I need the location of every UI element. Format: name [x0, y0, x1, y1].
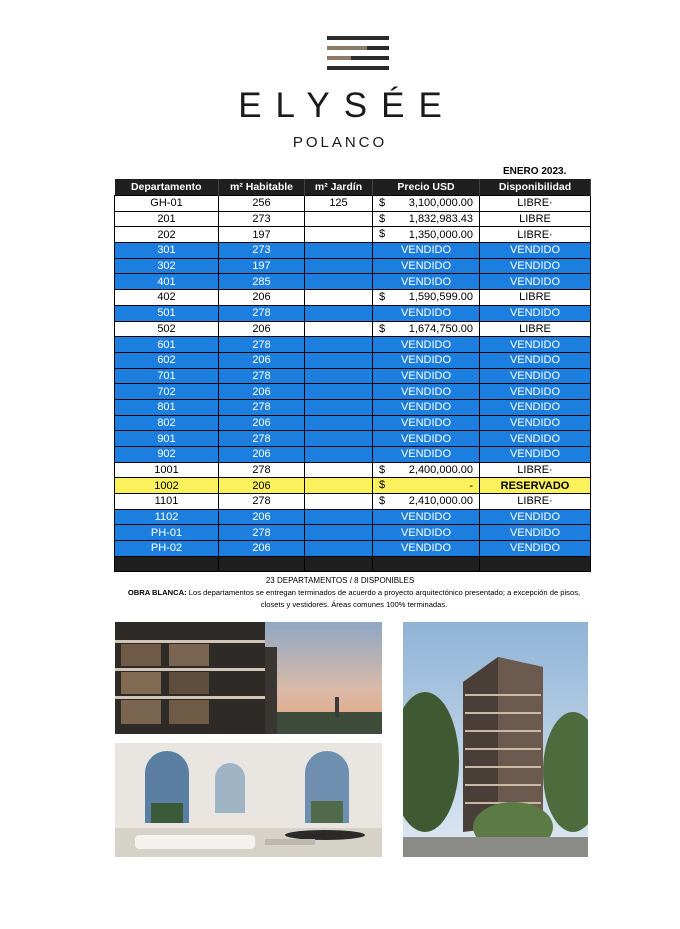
- table-row: [115, 494, 591, 510]
- unit-cell: 1001: [115, 462, 219, 478]
- status-cell: LIBRE·: [480, 227, 591, 243]
- table-footer-row: [115, 556, 591, 571]
- note-label: OBRA BLANCA:: [127, 588, 187, 597]
- garden-cell: [305, 352, 373, 368]
- status-cell: LIBRE: [480, 211, 591, 227]
- garden-cell: [305, 431, 373, 447]
- price-cell: [373, 541, 480, 557]
- price-cell: [373, 243, 480, 259]
- m2-cell: 278: [219, 431, 305, 447]
- price-value: VENDIDO: [400, 244, 452, 257]
- price-cell: [373, 211, 480, 227]
- price-value: 1,832,983.43: [408, 213, 473, 226]
- price-cell: [373, 415, 480, 431]
- header-m2-jardin: m² Jardín: [305, 179, 373, 196]
- m2-cell: 278: [219, 399, 305, 415]
- garden-cell: [305, 541, 373, 557]
- table-row: [115, 399, 591, 415]
- price-cell: [373, 509, 480, 525]
- rendering-tower-image: [403, 622, 588, 857]
- table-body: [115, 196, 591, 572]
- price-value: VENDIDO: [400, 385, 452, 398]
- status-cell: LIBRE·: [480, 494, 591, 510]
- unit-cell: 1002: [115, 478, 219, 494]
- garden-cell: [305, 321, 373, 337]
- price-cell: [373, 290, 480, 306]
- table-row: [115, 431, 591, 447]
- price-cell: [373, 274, 480, 290]
- garden-cell: [305, 290, 373, 306]
- currency-symbol: $: [379, 495, 386, 508]
- status-cell: VENDIDO: [480, 509, 591, 525]
- status-cell: LIBRE: [480, 290, 591, 306]
- garden-cell: [305, 415, 373, 431]
- footer-cell: [480, 556, 591, 571]
- currency-symbol: $: [379, 212, 386, 225]
- status-cell: VENDIDO: [480, 541, 591, 557]
- unit-cell: 802: [115, 415, 219, 431]
- price-value: VENDIDO: [400, 511, 452, 524]
- m2-cell: 206: [219, 447, 305, 463]
- status-cell: RESERVADO: [480, 478, 591, 494]
- m2-cell: 278: [219, 305, 305, 321]
- table-row: [115, 243, 591, 259]
- footer-cell: [219, 556, 305, 571]
- unit-cell: 1102: [115, 509, 219, 525]
- table-row: [115, 211, 591, 227]
- price-cell: [373, 399, 480, 415]
- unit-cell: 302: [115, 258, 219, 274]
- price-value: VENDIDO: [400, 401, 452, 414]
- status-cell: LIBRE: [480, 321, 591, 337]
- table-row: [115, 337, 591, 353]
- price-value: 3,100,000.00: [408, 197, 473, 210]
- m2-cell: 278: [219, 337, 305, 353]
- m2-cell: 206: [219, 478, 305, 494]
- unit-cell: 202: [115, 227, 219, 243]
- footer-cell: [373, 556, 480, 571]
- price-value: -: [469, 479, 473, 492]
- m2-cell: 285: [219, 274, 305, 290]
- garden-cell: [305, 509, 373, 525]
- m2-cell: 206: [219, 384, 305, 400]
- price-value: VENDIDO: [400, 432, 452, 445]
- table-row: [115, 305, 591, 321]
- price-cell: [373, 196, 480, 212]
- brand-name: ELYSÉE: [238, 86, 456, 125]
- garden-cell: [305, 368, 373, 384]
- rendering-interior-image: [115, 743, 382, 857]
- status-cell: VENDIDO: [480, 258, 591, 274]
- units-table: [114, 179, 591, 572]
- header-precio: Precio USD: [373, 179, 480, 196]
- header-disponibilidad: Disponibilidad: [480, 179, 591, 196]
- unit-cell: 902: [115, 447, 219, 463]
- status-cell: LIBRE·: [480, 196, 591, 212]
- logo-mark: [327, 36, 389, 70]
- unit-cell: 201: [115, 211, 219, 227]
- m2-cell: 256: [219, 196, 305, 212]
- m2-cell: 278: [219, 462, 305, 478]
- price-cell: [373, 384, 480, 400]
- status-cell: VENDIDO: [480, 431, 591, 447]
- price-value: 1,350,000.00: [408, 228, 473, 241]
- table-row: [115, 274, 591, 290]
- table-row: [115, 321, 591, 337]
- price-value: VENDIDO: [400, 338, 452, 351]
- status-cell: VENDIDO: [480, 243, 591, 259]
- table-row: [115, 352, 591, 368]
- table-row: [115, 541, 591, 557]
- m2-cell: 206: [219, 415, 305, 431]
- unit-cell: 301: [115, 243, 219, 259]
- unit-cell: 401: [115, 274, 219, 290]
- header-m2-habitable: m² Habitable: [219, 179, 305, 196]
- status-cell: VENDIDO: [480, 274, 591, 290]
- table-row: [115, 384, 591, 400]
- brand-subtitle: POLANCO: [292, 134, 388, 151]
- m2-cell: 273: [219, 243, 305, 259]
- price-value: VENDIDO: [400, 416, 452, 429]
- currency-symbol: $: [379, 228, 386, 241]
- garden-cell: [305, 384, 373, 400]
- price-cell: [373, 258, 480, 274]
- note-text: [124, 587, 584, 611]
- table-row: [115, 462, 591, 478]
- unit-cell: 901: [115, 431, 219, 447]
- currency-symbol: $: [379, 322, 386, 335]
- status-cell: VENDIDO: [480, 415, 591, 431]
- price-cell: [373, 462, 480, 478]
- price-cell: [373, 321, 480, 337]
- price-cell: [373, 525, 480, 541]
- currency-symbol: $: [379, 463, 386, 476]
- m2-cell: 278: [219, 525, 305, 541]
- price-value: VENDIDO: [400, 354, 452, 367]
- status-cell: VENDIDO: [480, 352, 591, 368]
- m2-cell: 278: [219, 494, 305, 510]
- price-cell: [373, 431, 480, 447]
- m2-cell: 206: [219, 290, 305, 306]
- garden-cell: [305, 494, 373, 510]
- price-value: VENDIDO: [400, 542, 452, 555]
- table-row: [115, 415, 591, 431]
- currency-symbol: $: [379, 291, 386, 304]
- garden-cell: [305, 447, 373, 463]
- date-label: ENERO 2023.: [503, 166, 567, 177]
- note-body: Los departamentos se entregan terminados de acuerdo a proyecto arquitectónico presentado; a excepción de pisos, closets y vestidores. Áreas comunes 100% terminadas.: [188, 588, 581, 609]
- m2-cell: 197: [219, 258, 305, 274]
- price-value: 1,674,750.00: [408, 322, 473, 335]
- unit-cell: GH-01: [115, 196, 219, 212]
- unit-cell: PH-02: [115, 541, 219, 557]
- table-row: [115, 196, 591, 212]
- summary-text: 23 DEPARTAMENTOS / 8 DISPONIBLES: [265, 576, 415, 585]
- footer-cell: [305, 556, 373, 571]
- garden-cell: 125: [305, 196, 373, 212]
- price-value: VENDIDO: [400, 307, 452, 320]
- garden-cell: [305, 399, 373, 415]
- m2-cell: 206: [219, 509, 305, 525]
- m2-cell: 197: [219, 227, 305, 243]
- garden-cell: [305, 243, 373, 259]
- table-header-row: [115, 179, 591, 196]
- unit-cell: 702: [115, 384, 219, 400]
- m2-cell: 206: [219, 321, 305, 337]
- table-row: [115, 227, 591, 243]
- status-cell: VENDIDO: [480, 399, 591, 415]
- price-cell: [373, 447, 480, 463]
- price-cell: [373, 227, 480, 243]
- currency-symbol: $: [379, 479, 386, 492]
- price-value: VENDIDO: [400, 260, 452, 273]
- price-cell: [373, 337, 480, 353]
- garden-cell: [305, 227, 373, 243]
- price-value: VENDIDO: [400, 448, 452, 461]
- m2-cell: 206: [219, 541, 305, 557]
- price-cell: [373, 352, 480, 368]
- price-value: VENDIDO: [400, 275, 452, 288]
- unit-cell: 601: [115, 337, 219, 353]
- garden-cell: [305, 258, 373, 274]
- price-value: 2,410,000.00: [408, 495, 473, 508]
- table-row: [115, 258, 591, 274]
- unit-cell: 801: [115, 399, 219, 415]
- unit-cell: PH-01: [115, 525, 219, 541]
- status-cell: VENDIDO: [480, 305, 591, 321]
- table-row: [115, 447, 591, 463]
- table-row: [115, 509, 591, 525]
- rendering-balconies-image: [115, 622, 382, 734]
- status-cell: VENDIDO: [480, 447, 591, 463]
- unit-cell: 602: [115, 352, 219, 368]
- m2-cell: 273: [219, 211, 305, 227]
- price-cell: [373, 368, 480, 384]
- status-cell: LIBRE·: [480, 462, 591, 478]
- garden-cell: [305, 274, 373, 290]
- price-cell: [373, 305, 480, 321]
- currency-symbol: $: [379, 197, 386, 209]
- garden-cell: [305, 305, 373, 321]
- m2-cell: 206: [219, 352, 305, 368]
- footer-cell: [115, 556, 219, 571]
- price-cell: [373, 494, 480, 510]
- status-cell: VENDIDO: [480, 337, 591, 353]
- header-departamento: Departamento: [115, 179, 219, 196]
- unit-cell: 1101: [115, 494, 219, 510]
- status-cell: VENDIDO: [480, 525, 591, 541]
- unit-cell: 502: [115, 321, 219, 337]
- price-value: 1,590,599.00: [408, 291, 473, 304]
- status-cell: VENDIDO: [480, 384, 591, 400]
- garden-cell: [305, 478, 373, 494]
- status-cell: VENDIDO: [480, 368, 591, 384]
- unit-cell: 701: [115, 368, 219, 384]
- m2-cell: 278: [219, 368, 305, 384]
- table-row: [115, 290, 591, 306]
- table-row: [115, 478, 591, 494]
- garden-cell: [305, 211, 373, 227]
- price-value: 2,400,000.00: [408, 464, 473, 477]
- garden-cell: [305, 462, 373, 478]
- unit-cell: 402: [115, 290, 219, 306]
- table-row: [115, 525, 591, 541]
- price-cell: [373, 478, 480, 494]
- table-row: [115, 368, 591, 384]
- unit-cell: 501: [115, 305, 219, 321]
- garden-cell: [305, 337, 373, 353]
- price-value: VENDIDO: [400, 369, 452, 382]
- garden-cell: [305, 525, 373, 541]
- price-value: VENDIDO: [400, 526, 452, 539]
